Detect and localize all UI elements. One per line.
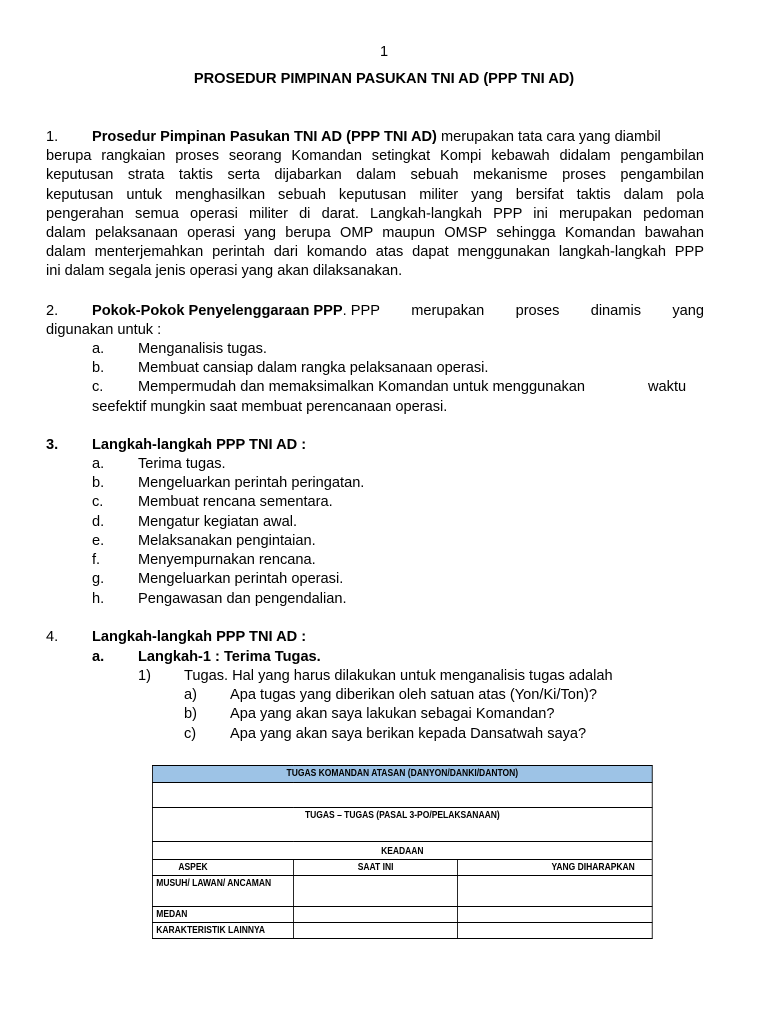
list-text: Mempermudah dan memaksimalkan Komandan untuk menggunakan [138, 379, 585, 395]
section-1-paragraph [46, 128, 704, 282]
sub-heading [92, 648, 321, 667]
section-1-line: berupa rangkaian proses seorang Komandan setingkat Kompi kebawah didalam pengambilan [46, 148, 704, 165]
section-1-line: pengerahan semua operasi militer di darat. Langkah-langkah PPP ini merupakan pedoman [46, 205, 704, 222]
table-cell-diharapkan[interactable] [458, 876, 652, 907]
question-letter: c) [184, 726, 197, 742]
list-text: Melaksanakan pengintaian. [138, 533, 316, 549]
list-letter: b. [92, 360, 105, 376]
list-item [92, 590, 347, 609]
list-text: Menyempurnakan rencana. [138, 552, 316, 568]
list-text: Membuat cansiap dalam rangka pelaksanaan operasi. [138, 360, 489, 376]
col-header-aspek: ASPEK [152, 860, 293, 876]
section-3-title: Langkah-langkah PPP TNI AD : [92, 437, 307, 453]
section-2-number: 2. [46, 303, 59, 319]
section-1-lead: Prosedur Pimpinan Pasukan TNI AD (PPP TNI AD) [92, 129, 437, 145]
page-title: PROSEDUR PIMPINAN PASUKAN TNI AD (PPP TNI AD) [193, 71, 575, 87]
question-text: Apa tugas yang diberikan oleh satuan atas (Yon/Ki/Ton)? [230, 687, 597, 703]
list-text: Mengatur kegiatan awal. [138, 514, 298, 530]
section-2-word: yang [672, 303, 704, 319]
list-letter: g. [92, 571, 105, 587]
list-item [92, 513, 297, 532]
list-text: Membuat rencana sementara. [138, 494, 333, 510]
list-item-continuation: seefektif mungkin saat membuat perencanaan operasi. [92, 399, 448, 415]
table-header: TUGAS KOMANDAN ATASAN (DANYON/DANKI/DANTON) [152, 766, 652, 783]
section-2-word: proses [515, 303, 560, 319]
section-2-paragraph [46, 302, 704, 340]
section-1-text: merupakan tata cara yang diambil [436, 129, 661, 145]
section-4-heading [46, 628, 306, 647]
list-letter: e. [92, 533, 105, 549]
section-2-word: merupakan [411, 303, 485, 319]
question-letter: b) [184, 706, 197, 722]
list-text: Pengawasan dan pengendalian. [138, 591, 347, 607]
list-item [92, 474, 364, 493]
sub-heading-text: Langkah-1 : Terima Tugas. [138, 649, 321, 665]
section-1-number: 1. [46, 129, 59, 145]
table-row-aspek: MUSUH/ LAWAN/ ANCAMAN [152, 876, 293, 907]
task-table [152, 765, 653, 939]
numbered-item-text: Tugas. Hal yang harus dilakukan untuk menganalisis tugas adalah [184, 668, 613, 684]
section-4-title: Langkah-langkah PPP TNI AD : [92, 629, 307, 645]
sub-heading-letter: a. [92, 649, 105, 665]
section-3-heading [46, 436, 306, 455]
question-text: Apa yang akan saya berikan kepada Dansatwah saya? [230, 726, 587, 742]
table-keadaan: KEADAAN [152, 842, 652, 860]
page-number: 1 [379, 44, 389, 60]
list-letter: d. [92, 514, 105, 530]
table-empty-row[interactable] [152, 783, 652, 808]
list-letter: c. [92, 379, 104, 395]
list-text: Menganalisis tugas. [138, 341, 267, 357]
question-item [184, 725, 586, 744]
list-letter: a. [92, 456, 105, 472]
col-header-saat-ini: SAAT INI [293, 860, 458, 876]
section-4-number: 4. [46, 629, 59, 645]
list-letter: b. [92, 475, 105, 491]
list-text: Mengeluarkan perintah operasi. [138, 571, 344, 587]
list-item [92, 359, 488, 378]
table-cell-saat-ini[interactable] [293, 876, 458, 907]
table-tugas-row [152, 808, 652, 842]
table-cell-saat-ini[interactable] [293, 923, 458, 939]
section-2-line: digunakan untuk : [46, 322, 162, 339]
section-1-line: keputusan strata taktis serta dijabarkan dalam sebuah mekanisme proses pengambilan [46, 167, 704, 184]
section-2-word: . PPP [342, 303, 380, 319]
section-3-number: 3. [46, 437, 59, 453]
list-letter: h. [92, 591, 105, 607]
section-2-word: dinamis [590, 303, 641, 319]
question-item [184, 686, 597, 705]
list-text: Terima tugas. [138, 456, 226, 472]
numbered-item-number: 1) [138, 668, 151, 684]
list-item [92, 493, 333, 512]
list-text-tail: waktu [648, 379, 687, 395]
section-1-line: dalam pelaksanaan operasi yang berupa OMP maupun OMSP sehingga Komandan bawahan [46, 225, 704, 242]
list-item [92, 570, 343, 589]
table-row-aspek: KARAKTERISTIK LAINNYA [152, 923, 293, 939]
list-text: Mengeluarkan perintah peringatan. [138, 475, 365, 491]
section-1-line: ini dalam segala jenis operasi yang akan dilaksanakan. [46, 263, 403, 280]
question-letter: a) [184, 687, 197, 703]
table-tugas-label: TUGAS – TUGAS (PASAL 3-PO/PELAKSANAAN) [304, 810, 500, 821]
section-2-lead: Pokok-Pokok Penyelenggaraan PPP [92, 303, 343, 319]
numbered-item [138, 667, 613, 686]
list-item [92, 455, 226, 474]
question-text: Apa yang akan saya lakukan sebagai Komandan? [230, 706, 555, 722]
list-letter: a. [92, 341, 105, 357]
question-item [184, 705, 555, 724]
list-letter: c. [92, 494, 104, 510]
table-cell-diharapkan[interactable] [458, 923, 652, 939]
list-item [92, 551, 316, 570]
section-1-line: keputusan untuk menghasilkan sebuah keputusan militer yang bersifat taktis dalam pola [46, 186, 704, 203]
section-1-line: dalam menterjemahkan perintah dari komando atas dapat menggunakan langkah-langkah PPP [46, 244, 704, 261]
table-cell-saat-ini[interactable] [293, 907, 458, 923]
col-header-diharapkan: YANG DIHARAPKAN [458, 860, 652, 876]
list-item [92, 340, 267, 359]
list-item [92, 378, 692, 397]
list-item [92, 532, 316, 551]
list-letter: f. [92, 552, 101, 568]
table-row-aspek: MEDAN [152, 907, 293, 923]
table-cell-diharapkan[interactable] [458, 907, 652, 923]
